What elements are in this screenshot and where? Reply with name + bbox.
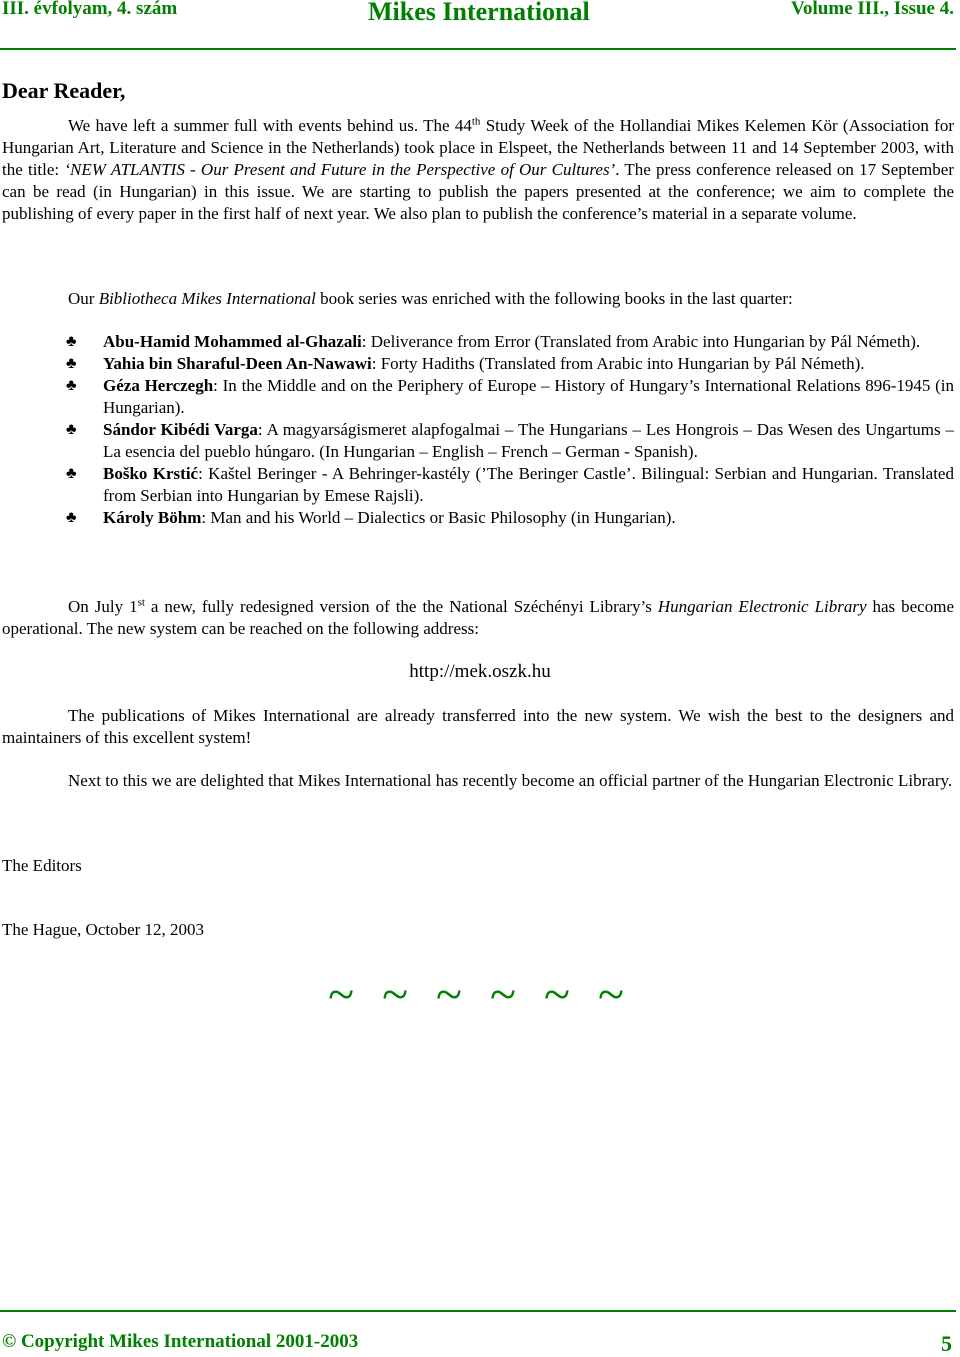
paragraph-text: We have left a summer full with events behind us. The 44 (68, 116, 472, 135)
paragraph-partner: Next to this we are delighted that Mikes International has recently become an official partner of the Hungarian Electronic Library. (68, 771, 953, 790)
page-number: 5 (941, 1331, 952, 1356)
book-description: : In the Middle and on the Periphery of Europe – History of Hungary’s International Relations 896-1945 (in Hungarian). (103, 376, 954, 417)
paragraph-electronic-library (2, 596, 954, 640)
club-bullet-icon: ♣ (66, 509, 77, 526)
library-name: Hungarian Electronic Library (657, 597, 867, 616)
header-issue-en: Volume III., Issue 4. (791, 0, 954, 19)
list-item (2, 331, 954, 353)
paragraph-text: . The press conference released on 17 September can be read (in Hungarian) in this issue. We are starting to publish the papers presented at the conference; we aim to complete the publishing of every paper in the first half of next year. We also plan to publish the conference’s material in a separate volume. (2, 160, 954, 223)
book-list (2, 331, 954, 529)
club-bullet-icon: ♣ (66, 333, 77, 350)
club-bullet-icon: ♣ (66, 355, 77, 372)
footer-rule (0, 1310, 956, 1312)
footer-copyright: © Copyright Mikes International 2001-2003 (2, 1331, 359, 1352)
paragraph-study-week (2, 115, 954, 225)
paragraph-publications: The publications of Mikes International are already transferred into the new system. We wish the best to the designers and maintainers of this excellent system! (2, 706, 954, 747)
paragraph-book-series (2, 288, 954, 310)
header-issue-hu: III. évfolyam, 4. szám (2, 0, 178, 19)
page-header (0, 0, 958, 30)
book-author: Károly Böhm (103, 508, 202, 527)
book-author: Abu-Hamid Mohammed al-Ghazali (103, 332, 362, 351)
club-bullet-icon: ♣ (66, 465, 77, 482)
header-journal-title: Mikes International (368, 0, 590, 26)
greeting: Dear Reader, (2, 78, 126, 103)
header-rule (0, 48, 956, 50)
book-description: : Kaštel Beringer - A Behringer-kastély (’The Beringer Castle’. Bilingual: Serbian and Hungarian. Translated from Serbian into Hungarian by Emese Rajsli). (103, 464, 954, 505)
list-item (2, 375, 954, 419)
book-description: : A magyarságismeret alapfogalmai – The Hungarians – Les Hongrois – Das Wesen des Ungartums – La esencia del pueblo húngaro. (In Hungarian – English – French – German - Spanish). (103, 420, 954, 461)
superscript: th (471, 115, 481, 128)
book-author: Géza Herczegh (103, 376, 214, 395)
club-bullet-icon: ♣ (66, 377, 77, 394)
conference-title: ‘NEW ATLANTIS - Our Present and Future in the Perspective of Our Cultures’ (64, 160, 616, 179)
paragraph-text: Study Week of the Hollandiai Mikes Kelemen Kör (Association for Hungarian Art, Literature and Science in the Netherlands) took place in Elspeet, the Netherlands between 11 and 14 September 2003, with the title: (2, 116, 954, 179)
paragraph-text: book series was enriched with the following books in the last quarter: (315, 289, 793, 308)
book-author: Sándor Kibédi Varga (103, 420, 258, 439)
paragraph-text: has become operational. The new system can be reached on the following address: (2, 597, 954, 638)
book-description: : Forty Hadiths (Translated from Arabic into Hungarian by Pál Németh). (371, 354, 865, 373)
book-description: : Man and his World – Dialectics or Basic Philosophy (in Hungarian). (201, 508, 676, 527)
list-item (2, 507, 954, 529)
superscript: st (137, 596, 145, 609)
library-url-link[interactable]: http://mek.oszk.hu (409, 661, 551, 682)
club-bullet-icon: ♣ (66, 421, 77, 438)
series-name: Bibliotheca Mikes International (98, 289, 316, 308)
book-description: : Deliverance from Error (Translated from Arabic into Hungarian by Pál Németh). (361, 332, 921, 351)
place-date: The Hague, October 12, 2003 (2, 920, 205, 939)
paragraph-text: Our (68, 289, 99, 308)
list-item (2, 353, 954, 375)
book-author: Yahia bin Sharaful-Deen An-Nawawi (103, 354, 372, 373)
list-item (2, 463, 954, 507)
paragraph-text: a new, fully redesigned version of the the National Széchényi Library’s (144, 597, 658, 616)
signature-editors: The Editors (2, 856, 82, 875)
list-item (2, 419, 954, 463)
paragraph-text: On July 1 (68, 597, 138, 616)
book-author: Boško Krstić (103, 464, 199, 483)
tilde-ornament: ~ ~ ~ ~ ~ ~ (328, 968, 632, 1021)
